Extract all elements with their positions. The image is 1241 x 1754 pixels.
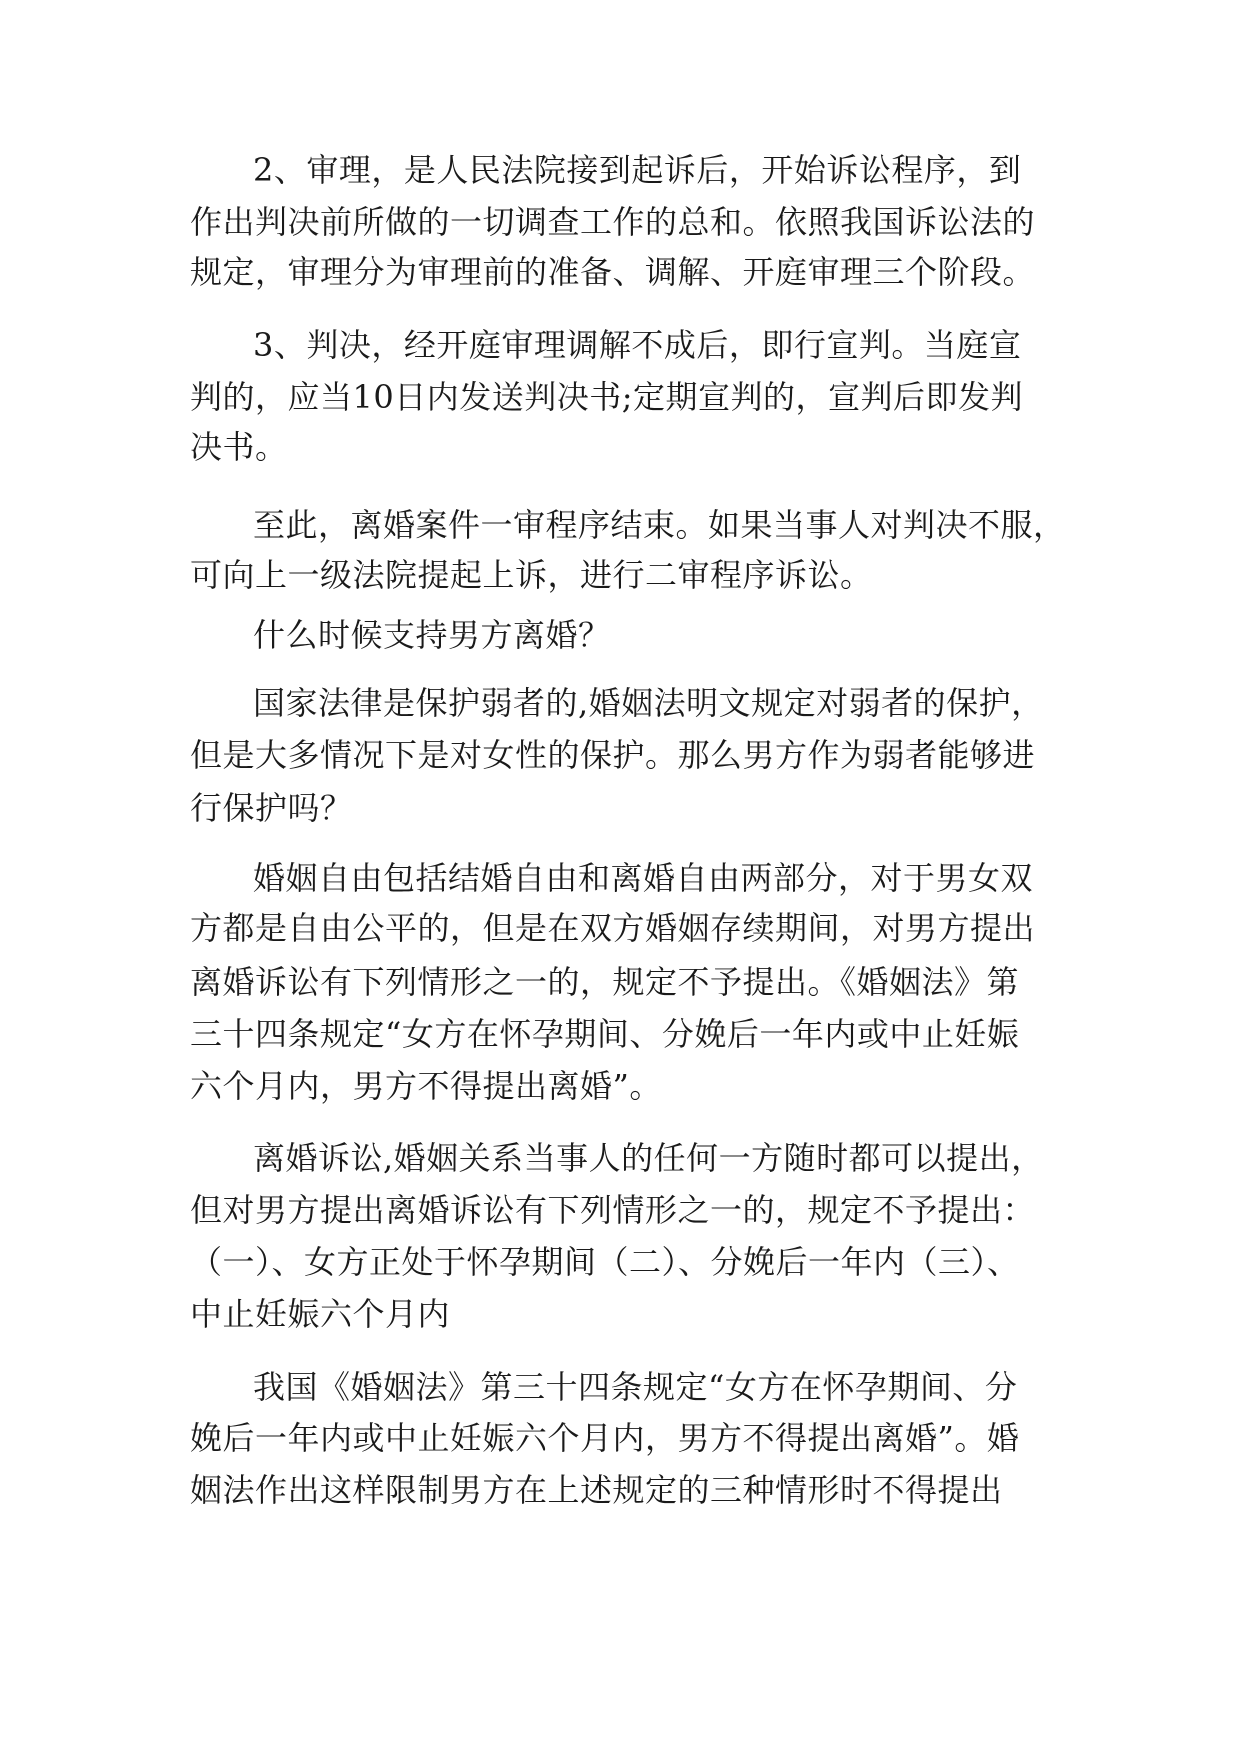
text-line: 什么时候支持男方离婚？ (253, 616, 611, 654)
text-line: 我国《婚姻法》第三十四条规定“女方在怀孕期间、分 (253, 1368, 1018, 1406)
text-line: 方都是自由公平的，但是在双方婚姻存续期间，对男方提出 (190, 909, 1036, 947)
text-line: 作出判决前所做的一切调查工作的总和。依照我国诉讼法的 (190, 203, 1036, 241)
text-line: 可向上一级法院提起上诉，进行二审程序诉讼。 (190, 556, 873, 594)
text-line: 但对男方提出离婚诉讼有下列情形之一的，规定不予提出： (190, 1191, 1036, 1229)
text-line: 婚姻自由包括结婚自由和离婚自由两部分，对于男女双 (253, 859, 1034, 897)
text-line: （一）、女方正处于怀孕期间（二）、分娩后一年内（三）、 (190, 1243, 1020, 1281)
text-line: 国家法律是保护弱者的,婚姻法明文规定对弱者的保护， (253, 684, 1044, 722)
text-line: 至此，离婚案件一审程序结束。如果当事人对判决不服， (253, 506, 1066, 544)
text-line: 判的，应当10日内发送判决书;定期宣判的，宣判后即发判 (190, 378, 1024, 416)
text-line: 离婚诉讼有下列情形之一的，规定不予提出。《婚姻法》第 (190, 963, 1020, 1001)
text-line: 但是大多情况下是对女性的保护。那么男方作为弱者能够进 (190, 736, 1036, 774)
text-line: 规定，审理分为审理前的准备、调解、开庭审理三个阶段。 (190, 253, 1036, 291)
text-line: 中止妊娠六个月内 (190, 1295, 451, 1333)
text-line: 2、审理，是人民法院接到起诉后，开始诉讼程序，到 (253, 151, 1022, 189)
text-line: 姻法作出这样限制男方在上述规定的三种情形时不得提出 (190, 1471, 1003, 1509)
text-line: 离婚诉讼,婚姻关系当事人的任何一方随时都可以提出， (253, 1139, 1044, 1177)
text-line: 3、判决，经开庭审理调解不成后，即行宣判。当庭宣 (253, 326, 1022, 364)
text-line: 行保护吗？ (190, 789, 353, 827)
text-line: 娩后一年内或中止妊娠六个月内，男方不得提出离婚”。婚 (190, 1419, 1020, 1457)
text-line: 决书。 (190, 428, 288, 466)
text-line: 六个月内，男方不得提出离婚”。 (190, 1067, 662, 1105)
text-line: 三十四条规定“女方在怀孕期间、分娩后一年内或中止妊娠 (190, 1015, 1020, 1053)
